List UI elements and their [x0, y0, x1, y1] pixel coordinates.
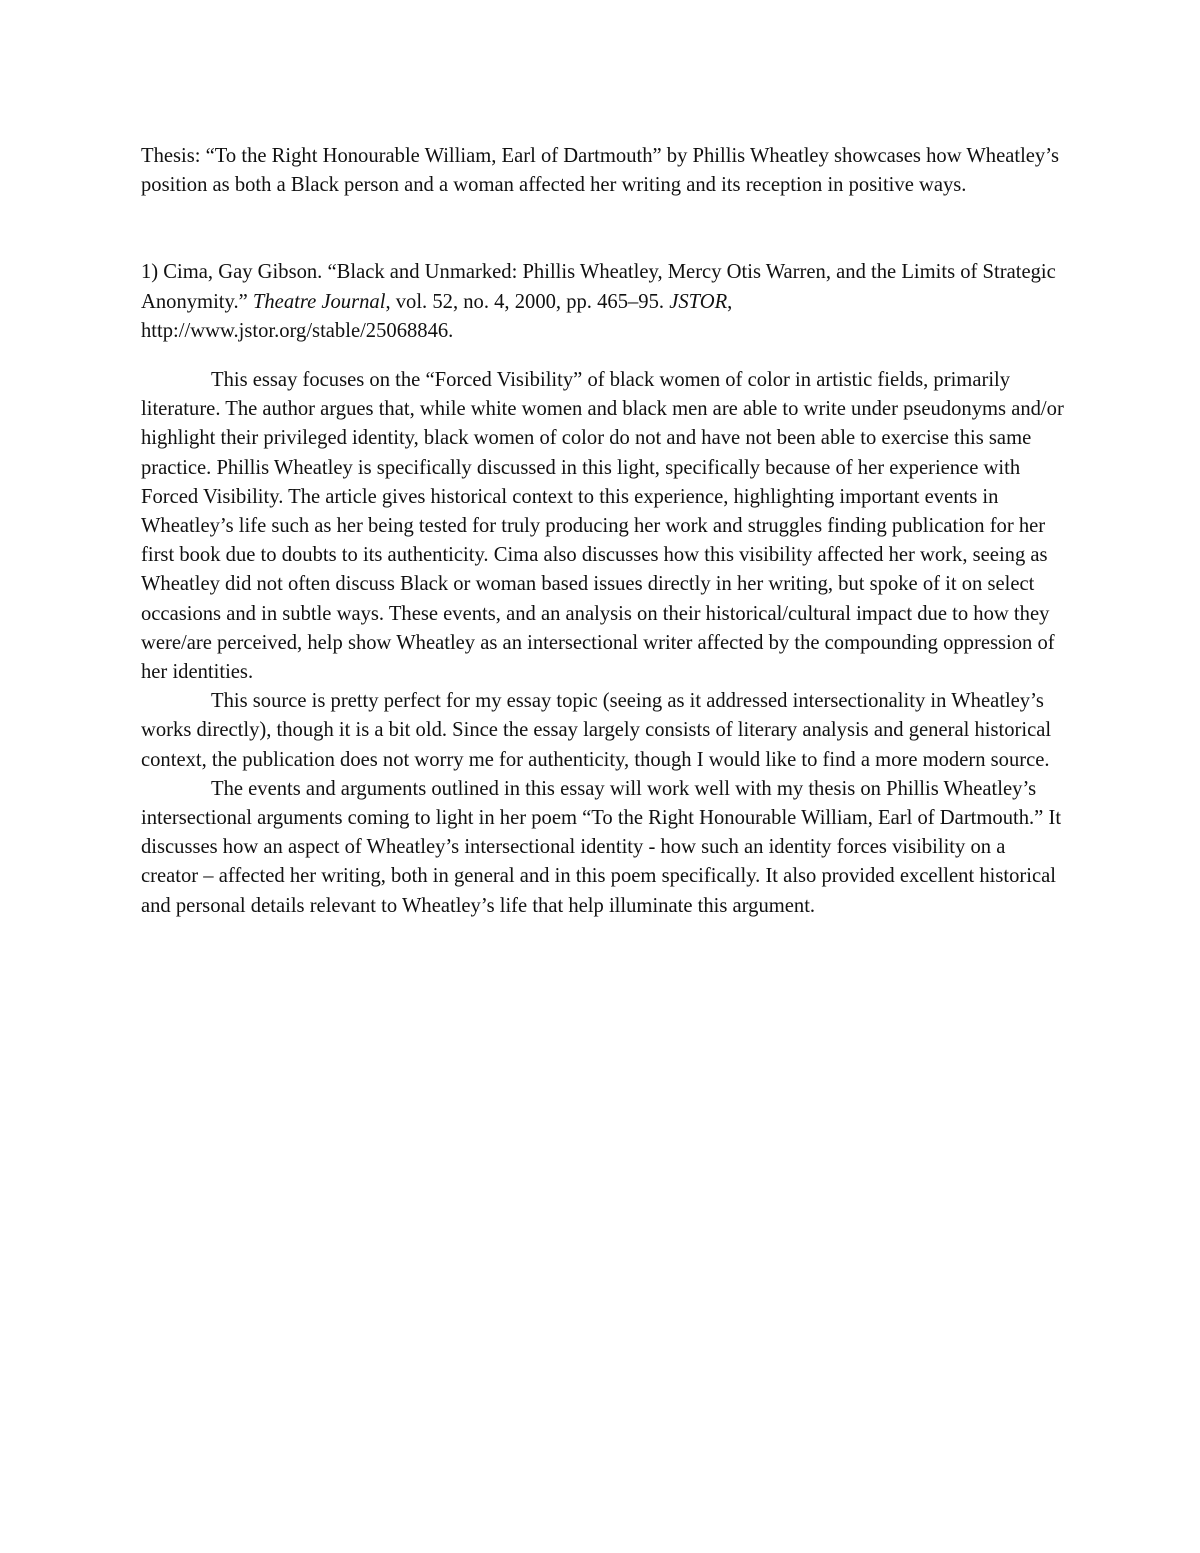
thesis-statement: Thesis: “To the Right Honourable William, Earl of Dartmouth” by Phillis Wheatley showcases how Wheatley’s position as both a Black person and a woman affected her writing and its reception in positive ways. — [141, 145, 1059, 197]
citation-details: , vol. 52, no. 4, 2000, pp. 465–95. — [385, 290, 670, 313]
document-body — [141, 142, 1066, 921]
evaluation-paragraph: This source is pretty perfect for my essay topic (seeing as it addressed intersectionality in Wheatley’s works directly), though it is a bit old. Since the essay largely consists of literary analysis and general historical context, the publication does not worry me for authenticity, though I would like to find a more modern source. — [141, 690, 1052, 771]
citation-journal: Theatre Journal — [252, 290, 386, 313]
citation-author-title: 1) Cima, Gay Gibson. “Black and Unmarked: Phillis Wheatley, Mercy Otis Warren, and the Limits of Strategic Anonymity.” — [141, 261, 1056, 313]
summary-paragraph: This essay focuses on the “Forced Visibility” of black women of color in artistic fields, primarily literature. The author argues that, while white women and black men are able to write under pseudonyms and/or highlight their privileged identity, black women of color do not and have not been able to exercise this same practice. Phillis Wheatley is specifically discussed in this light, specifically because of her experience with Forced Visibility. The article gives historical context to this experience, highlighting important events in Wheatley’s life such as her being tested for truly producing her work and struggles finding publication for her first book due to doubts to its authenticity. Cima also discusses how this visibility affected her work, seeing as Wheatley did not often discuss Black or woman based issues directly in her writing, but spoke of it on select occasions and in subtle ways. These events, and an analysis on their historical/cultural impact due to how they were/are perceived, help show Wheatley as an intersectional writer affected by the compounding oppression of her identities. — [141, 369, 1064, 684]
source-citation — [141, 258, 1066, 346]
application-paragraph: The events and arguments outlined in this essay will work well with my thesis on Phillis Wheatley’s intersectional arguments coming to light in her poem “To the Right Honourable William, Earl of Dartmouth.” It discusses how an aspect of Wheatley’s intersectional identity - how such an identity forces visibility on a creator – affected her writing, both in general and in this poem specifically. It also provided excellent historical and personal details relevant to Wheatley’s life that help illuminate this argument. — [141, 777, 1062, 917]
citation-url: http://www.jstor.org/stable/25068846. — [141, 319, 454, 342]
citation-comma: , — [727, 290, 733, 313]
citation-database: JSTOR — [669, 290, 728, 313]
